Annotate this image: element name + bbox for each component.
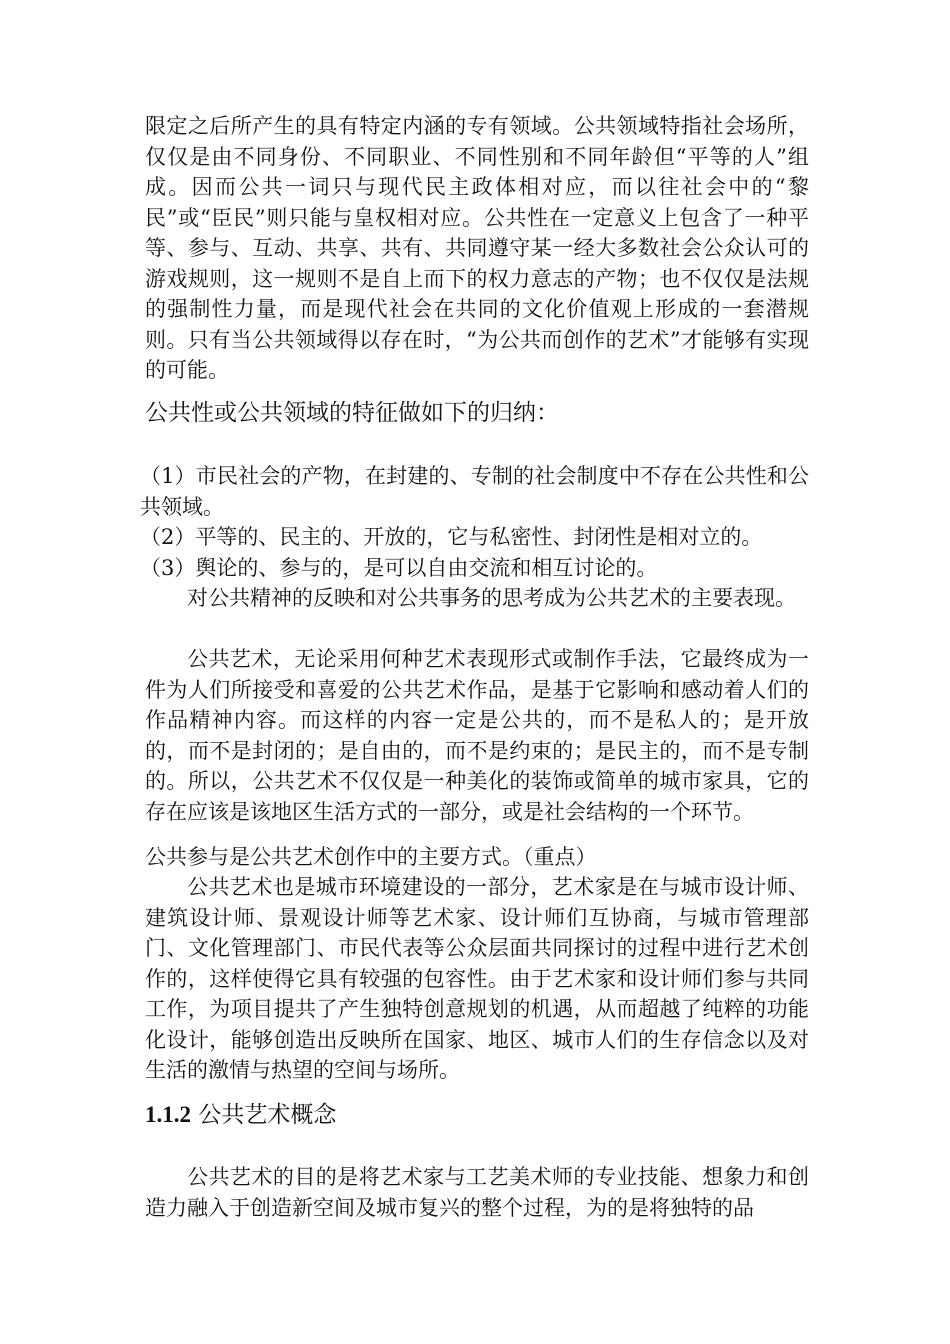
section-number: 1.1.2: [145, 1102, 191, 1127]
section-title: 公共艺术概念: [198, 1102, 337, 1128]
paragraph-text: 公共艺术也是城市环境建设的一部分，艺术家是在与城市设计师、建筑设计师、景观设计师等艺术家、设计师们互协商，与城市管理部门、文化管理部门、市民代表等公众层面共同探讨的过程中进行艺术创作的，这样使得它具有较强的包容性。由于艺术家和设计师们参与共同工作，为项目提共了产生独特创意规划的机遇，从而超越了纯粹的功能化设计，能够创造出反映所在国家、地区、城市人们的生存信念以及对生活的激情与热望的空间与场所。: [145, 875, 809, 1082]
paragraph-text: 对公共精神的反映和对公共事务的思考成为公共艺术的主要表现。: [187, 586, 796, 610]
list-item: （2）平等的、民主的、开放的，它与私密性、封闭性是相对立的。: [140, 525, 763, 549]
paragraph-public-spirit: [145, 583, 809, 614]
section-heading: [145, 1099, 809, 1131]
paragraph-public-participation: [145, 842, 809, 873]
paragraph-public-art: [145, 644, 809, 827]
list-item: （1）市民社会的产物，在封建的、专制的社会制度中不存在公共性和公共领域。: [140, 464, 809, 519]
paragraph-art-purpose: [145, 1162, 809, 1223]
paragraph-text: 公共艺术的目的是将艺术家与工艺美术师的专业技能、想象力和创造力融入于创造新空间及城市复兴的整个过程，为的是将独特的品: [145, 1165, 809, 1220]
paragraph-public-domain: [145, 111, 809, 386]
subheading-characteristics: [145, 397, 809, 429]
list-item: （3）舆论的、参与的，是可以自由交流和相互讨论的。: [140, 555, 658, 580]
paragraph-text: 公共参与是公共艺术创作中的主要方式。（重点）: [145, 845, 597, 869]
subheading-text: 公共性或公共领域的特征做如下的归纳：: [145, 400, 559, 426]
characteristics-list: [140, 461, 809, 583]
paragraph-text: 限定之后所产生的具有特定内涵的专有领域。公共领域特指社会场所，仅仅是由不同身份、不同职业、不同性别和不同年龄但“平等的人”组成。因而公共一词只与现代民主政体相对应，而以往社会中的“黎民”或“臣民”则只能与皇权相对应。公共性在一定意义上包含了一种平等、参与、互动、共享、共有、共同遵守某一经大多数社会公众认可的游戏规则，这一规则不是自上而下的权力意志的产物；也不仅仅是法规的强制性力量，而是现代社会在共同的文化价值观上形成的一套潜规则。只有当公共领域得以存在时，“为公共而创作的艺术”才能够有实现的可能。: [145, 114, 809, 382]
paragraph-urban-environment: [145, 872, 809, 1086]
paragraph-text: 公共艺术，无论采用何种艺术表现形式或制作手法，它最终成为一件为人们所接受和喜爱的公共艺术作品，是基于它影响和感动着人们的作品精神内容。而这样的内容一定是公共的，而不是私人的；是开放的，而不是封闭的；是自由的，而不是约束的；是民主的，而不是专制的。所以，公共艺术不仅仅是一种美化的装饰或简单的城市家具，它的存在应该是该地区生活方式的一部分，或是社会结构的一个环节。: [145, 647, 809, 824]
